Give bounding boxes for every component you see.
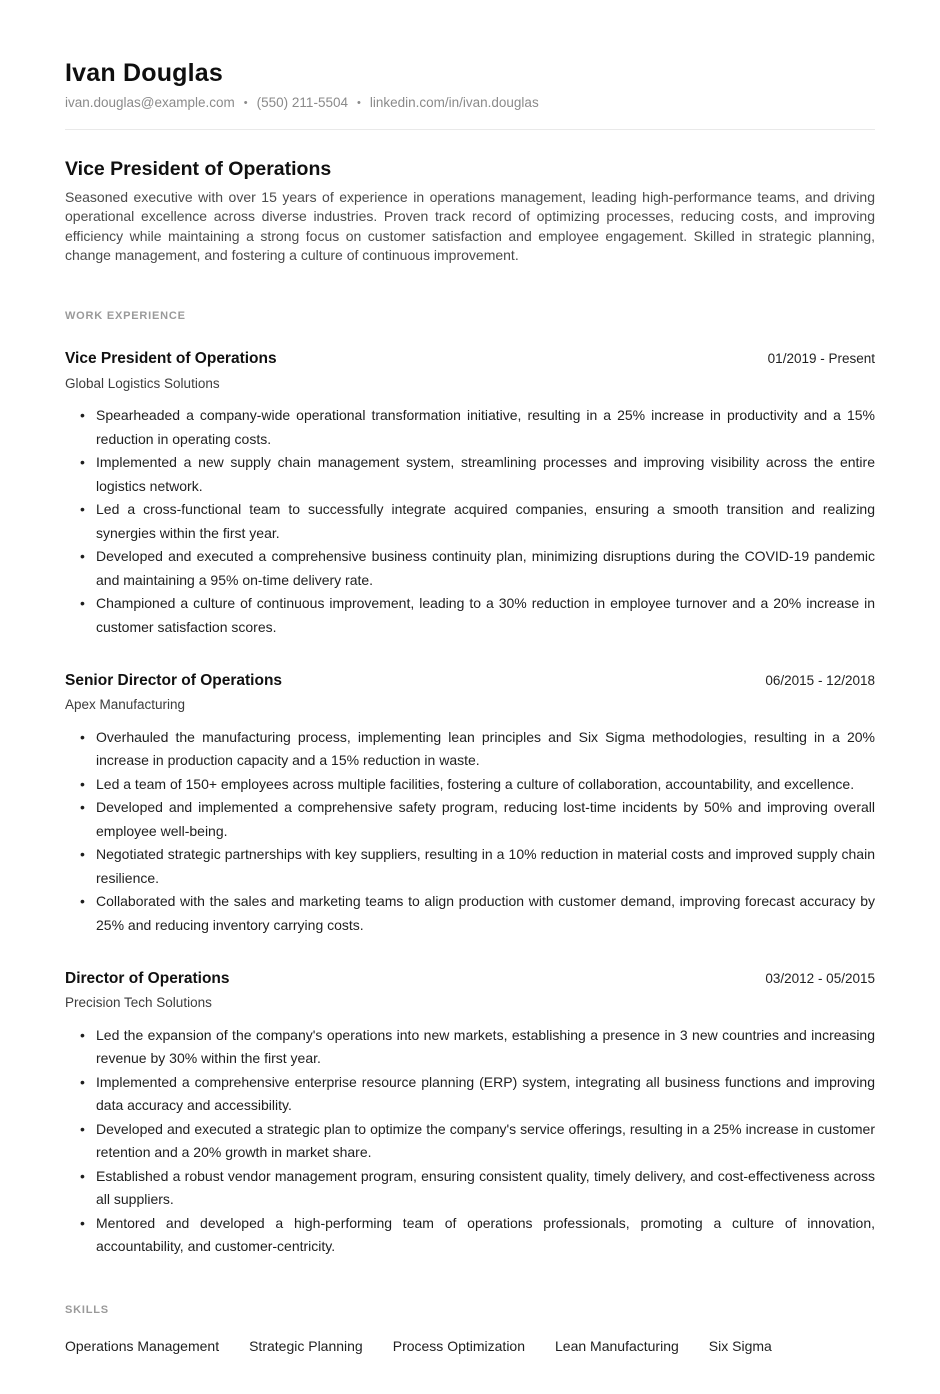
job-bullet: • Established a robust vendor management program, ensuring consistent quality, timely delivery, and cost-effectiveness across all suppliers. — [96, 1165, 875, 1212]
header-divider — [65, 129, 875, 130]
job-bullet: • Led a team of 150+ employees across multiple facilities, fostering a culture of collaboration, accountability, and excellence. — [96, 773, 875, 797]
job-bullet: • Implemented a new supply chain management system, streamlining processes and improving visibility across the entire logistics network. — [96, 451, 875, 498]
job-entry — [65, 969, 875, 1259]
job-bullet: • Led a cross-functional team to successfully integrate acquired companies, ensuring a smooth transition and realizing synergies within the first year. — [96, 498, 875, 545]
job-entry — [65, 671, 875, 937]
profile-title: Vice President of Operations — [65, 157, 332, 180]
job-bullet: • Mentored and developed a high-performing team of operations professionals, promoting a culture of innovation, accountability, and customer-centricity. — [96, 1212, 875, 1259]
work-experience-section — [65, 310, 875, 1259]
job-header — [65, 969, 875, 989]
skill-item: Process Optimization — [392, 1337, 526, 1354]
job-bullet: • Negotiated strategic partnerships with key suppliers, resulting in a 10% reduction in material costs and improved supply chain resilience. — [96, 843, 875, 890]
job-bullet: • Led the expansion of the company's operations into new markets, establishing a presence in 3 new countries and increasing revenue by 30% within the first year. — [96, 1024, 875, 1071]
job-bullet: • Implemented a comprehensive enterprise resource planning (ERP) system, integrating all business functions and improving data accuracy and accessibility. — [96, 1071, 875, 1118]
job-bullet: • Developed and executed a comprehensive business continuity plan, minimizing disruptions during the COVID-19 pandemic and maintaining a 95% on-time delivery rate. — [96, 545, 875, 592]
job-title: Vice President of Operations — [65, 350, 277, 368]
contact-linkedin: linkedin.com/in/ivan.douglas — [369, 95, 539, 111]
job-company: Global Logistics Solutions — [65, 375, 220, 391]
job-header — [65, 349, 875, 369]
contact-separator-dot: • — [356, 96, 361, 109]
skill-item: Operations Management — [65, 1337, 220, 1354]
job-dates: 01/2019 - Present — [767, 351, 875, 367]
job-bullet-list — [65, 726, 875, 938]
job-title: Director of Operations — [65, 970, 230, 988]
profile-section — [65, 157, 875, 266]
resume-header — [65, 58, 875, 130]
skills-label: SKILLS — [65, 1303, 109, 1316]
job-bullet-list — [65, 1024, 875, 1259]
job-entry — [65, 349, 875, 639]
job-bullet: • Developed and implemented a comprehensive safety program, reducing lost-time incidents by 50% and improving overall employee well-being. — [96, 796, 875, 843]
job-company: Apex Manufacturing — [65, 697, 186, 713]
skills-row — [65, 1338, 875, 1354]
skills-section — [65, 1304, 875, 1354]
job-bullet: • Spearheaded a company-wide operational transformation initiative, resulting in a 25% increase in productivity and a 15% reduction in operating costs. — [96, 404, 875, 451]
contact-row — [65, 94, 875, 112]
job-bullet: • Championed a culture of continuous improvement, leading to a 30% reduction in employee turnover and a 20% increase in customer satisfaction scores. — [96, 592, 875, 639]
job-dates: 06/2015 - 12/2018 — [765, 673, 875, 689]
skill-item: Six Sigma — [708, 1337, 772, 1354]
job-title: Senior Director of Operations — [65, 672, 283, 690]
job-header — [65, 671, 875, 691]
job-company: Precision Tech Solutions — [65, 995, 212, 1011]
job-bullet: • Collaborated with the sales and marketing teams to align production with customer demand, improving forecast accuracy by 25% and reducing inventory carrying costs. — [96, 890, 875, 937]
job-bullet: • Developed and executed a strategic plan to optimize the company's service offerings, resulting in a 25% increase in customer retention and a 20% growth in market share. — [96, 1118, 875, 1165]
skill-item: Lean Manufacturing — [555, 1337, 679, 1354]
candidate-name: Ivan Douglas — [65, 59, 223, 87]
skill-item: Strategic Planning — [249, 1337, 363, 1354]
job-bullet: • Overhauled the manufacturing process, implementing lean principles and Six Sigma methodologies, resulting in a 20% increase in production capacity and a 15% reduction in waste. — [96, 726, 875, 773]
job-dates: 03/2012 - 05/2015 — [765, 971, 875, 987]
job-bullet-list — [65, 404, 875, 639]
work-experience-label: WORK EXPERIENCE — [65, 310, 186, 323]
contact-separator-dot: • — [243, 96, 248, 109]
contact-phone: (550) 211-5504 — [256, 95, 348, 111]
contact-email: ivan.douglas@example.com — [65, 95, 235, 111]
profile-summary: Seasoned executive with over 15 years of experience in operations management, leading high-performance teams, and driving operational excellence across diverse industries. Proven track record of optimizing processes, reducing costs, and improving efficiency while maintaining a strong focus on customer satisfaction and employee engagement. Skilled in strategic planning, change management, and fostering a culture of continuous improvement. — [65, 189, 875, 264]
